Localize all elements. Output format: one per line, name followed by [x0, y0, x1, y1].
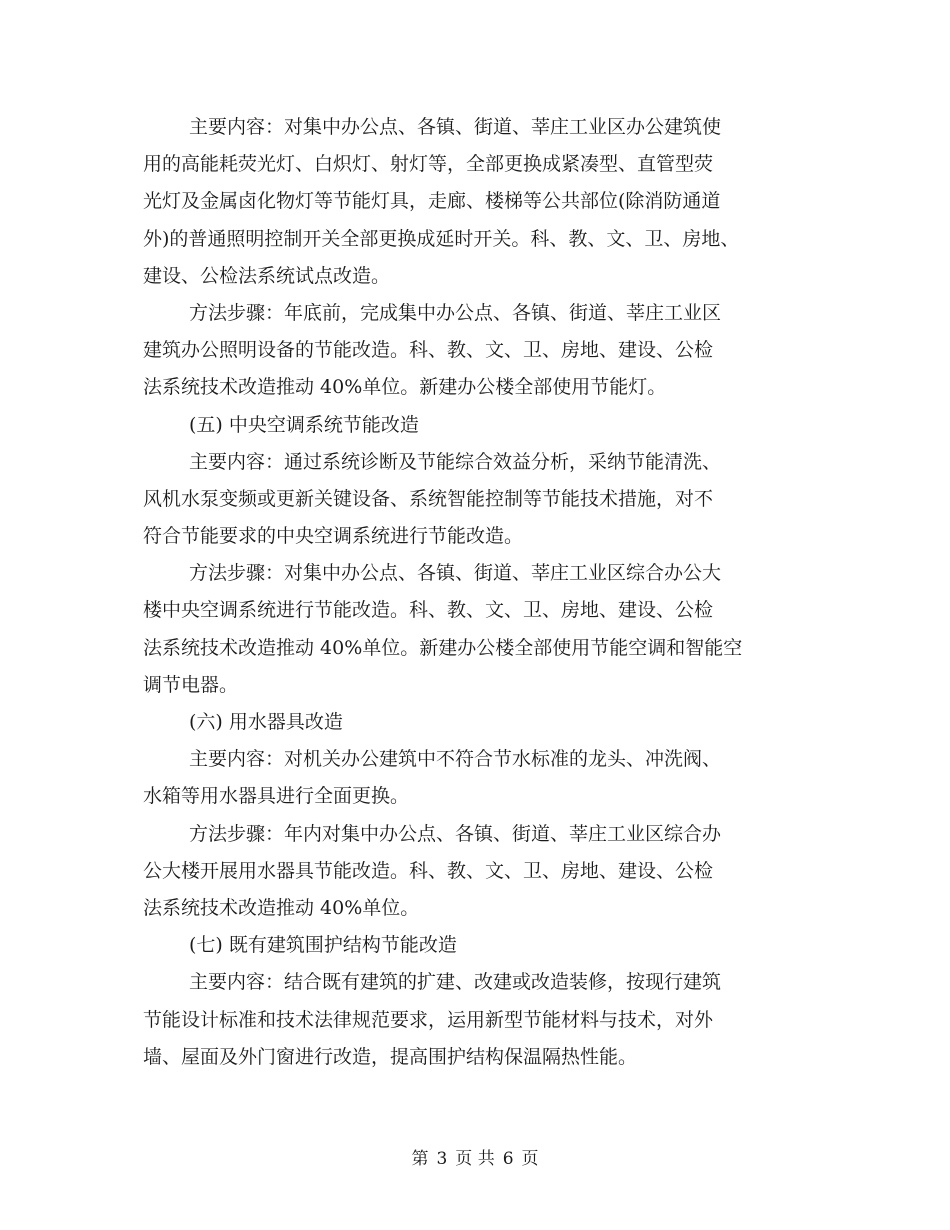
paragraph-line: 水箱等用水器具进行全面更换。: [143, 785, 410, 808]
paragraph-line: 建设、公检法系统试点改造。: [143, 264, 391, 287]
paragraph-line: 节能设计标准和技术法律规范要求，运用新型节能材料与技术，对外: [143, 1008, 714, 1031]
section-heading: (六) 用水器具改造: [189, 711, 343, 733]
paragraph-line: 主要内容：对机关办公建筑中不符合节水标准的龙头、冲洗阀、: [189, 748, 722, 771]
section-heading: (五) 中央空调系统节能改造: [189, 413, 419, 436]
paragraph-line: 方法步骤：年底前，完成集中办公点、各镇、街道、莘庄工业区: [189, 301, 722, 324]
paragraph-line: 墙、屋面及外门窗进行改造，提高围护结构保温隔热性能。: [143, 1045, 638, 1068]
page-label-prefix: 第: [411, 1149, 429, 1169]
paragraph-line: 主要内容：对集中办公点、各镇、街道、莘庄工业区办公建筑使: [189, 116, 722, 138]
paragraph-line: 建筑办公照明设备的节能改造。科、教、文、卫、房地、建设、公检: [143, 339, 714, 362]
current-page-number: 3: [436, 1149, 448, 1169]
page-label-suffix: 页: [521, 1149, 539, 1169]
paragraph-line: 调节电器。: [143, 673, 239, 696]
paragraph-line: 方法步骤：对集中办公点、各镇、街道、莘庄工业区综合办公大: [189, 562, 722, 585]
total-pages-number: 6: [502, 1149, 514, 1169]
page-footer: [0, 1148, 950, 1170]
paragraph-line: 符合节能要求的中央空调系统进行节能改造。: [143, 525, 524, 548]
paragraph-line: 主要内容：结合既有建筑的扩建、改建或改造装修，按现行建筑: [189, 971, 722, 994]
paragraph-line: 主要内容：通过系统诊断及节能综合效益分析，采纳节能清洗、: [189, 450, 722, 473]
paragraph-line: 公大楼开展用水器具节能改造。科、教、文、卫、房地、建设、公检: [143, 859, 714, 882]
paragraph-line: 法系统技术改造推动 40%单位。新建办公楼全部使用节能灯。: [143, 376, 667, 399]
paragraph-line: 光灯及金属卤化物灯等节能灯具，走廊、楼梯等公共部位(除消防通道: [143, 190, 721, 213]
paragraph-line: 外)的普通照明控制开关全部更换成延时开关。科、教、文、卫、房地、: [143, 227, 740, 250]
paragraph-line: 法系统技术改造推动 40%单位。: [143, 896, 420, 919]
paragraph-line: 法系统技术改造推动 40%单位。新建办公楼全部使用节能空调和智能空: [143, 636, 743, 659]
paragraph-line: 用的高能耗荧光灯、白炽灯、射灯等，全部更换成紧凑型、直管型荧: [143, 153, 714, 176]
paragraph-line: 方法步骤：年内对集中办公点、各镇、街道、莘庄工业区综合办: [189, 822, 722, 845]
section-heading: (七) 既有建筑围护结构节能改造: [189, 934, 457, 957]
paragraph-line: 楼中央空调系统进行节能改造。科、教、文、卫、房地、建设、公检: [143, 599, 714, 622]
paragraph-line: 风机水泵变频或更新关键设备、系统智能控制等节能技术措施，对不: [143, 487, 714, 510]
document-body: [143, 109, 813, 1076]
page-label-mid: 页 共: [455, 1149, 495, 1169]
